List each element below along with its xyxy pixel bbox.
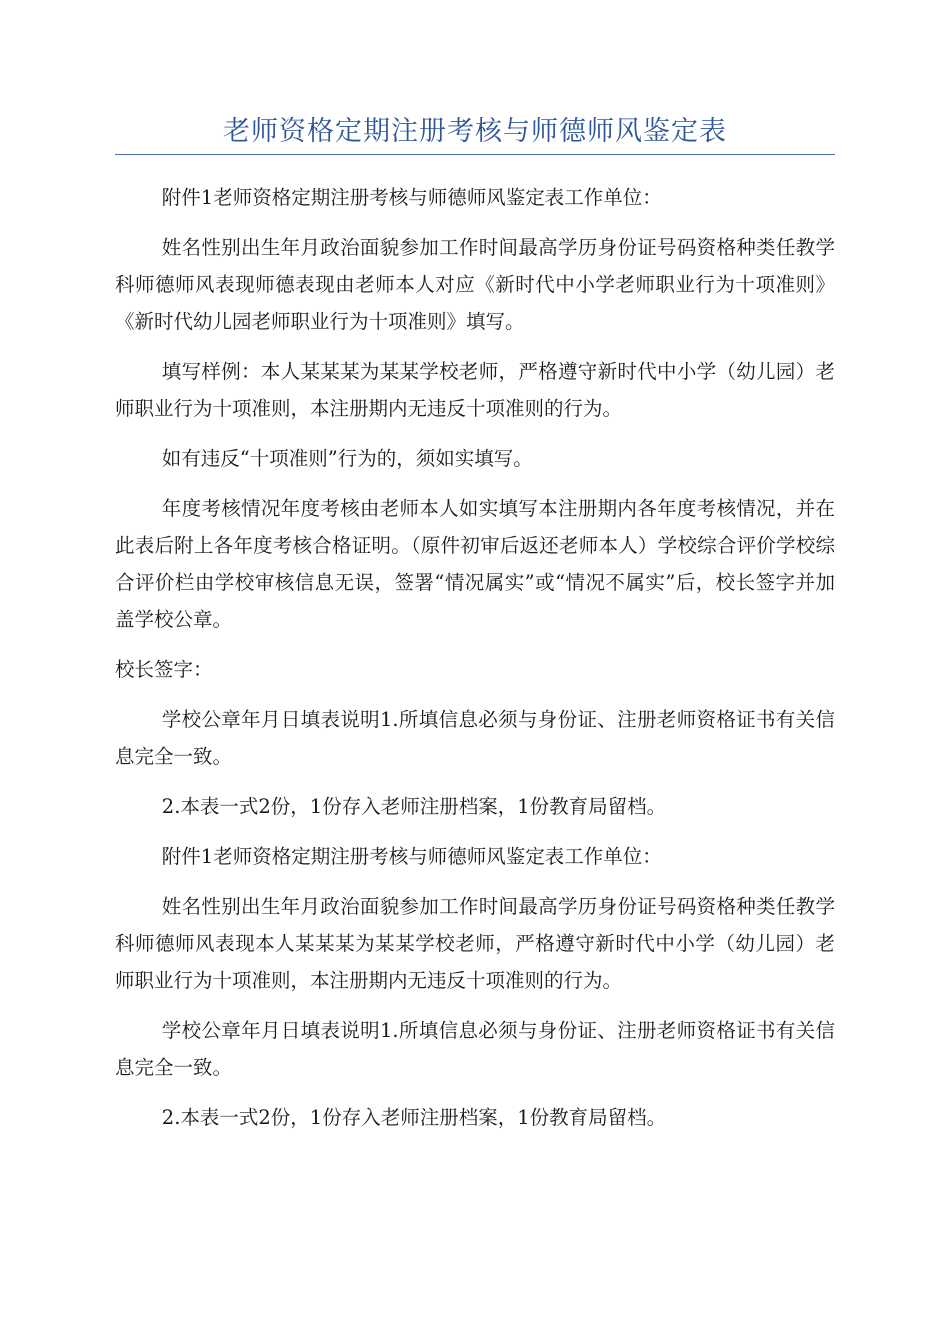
paragraph-instructions-3: 学校公章年月日填表说明1.所填信息必须与身份证、注册老师资格证书有关信息完全一致。	[115, 1019, 835, 1079]
paragraph-instructions-1: 学校公章年月日填表说明1.所填信息必须与身份证、注册老师资格证书有关信息完全一致。	[115, 708, 835, 768]
paragraph-principal-signature: 校长签字：	[115, 658, 213, 681]
paragraph-instructions-4: 2.本表一式2份，1份存入老师注册档案，1份教育局留档。	[161, 1106, 667, 1129]
paragraph-form-fields-2: 姓名性别出生年月政治面貌参加工作时间最高学历身份证号码资格种类任教学科师德师风表现本人某某某为某某学校老师，严格遵守新时代中小学（幼儿园）老师职业行为十项准则，本注册期内无违反十项准则的行为。	[115, 895, 835, 992]
paragraph-instructions-2: 2.本表一式2份，1份存入老师注册档案，1份教育局留档。	[161, 795, 667, 818]
paragraph-fill-example: 填写样例：本人某某某为某某学校老师，严格遵守新时代中小学（幼儿园）老师职业行为十项准则，本注册期内无违反十项准则的行为。	[115, 360, 835, 420]
document-title: 老师资格定期注册考核与师德师风鉴定表	[115, 112, 835, 155]
paragraph-attachment-header: 附件1老师资格定期注册考核与师德师风鉴定表工作单位：	[161, 186, 662, 209]
paragraph-form-fields: 姓名性别出生年月政治面貌参加工作时间最高学历身份证号码资格种类任教学科师德师风表现师德表现由老师本人对应《新时代中小学老师职业行为十项准则》《新时代幼儿园老师职业行为十项准则》填写。	[115, 236, 835, 333]
paragraph-attachment-header-2: 附件1老师资格定期注册考核与师德师风鉴定表工作单位：	[161, 845, 662, 868]
paragraph-annual-review: 年度考核情况年度考核由老师本人如实填写本注册期内各年度考核情况，并在此表后附上各年度考核合格证明。（原件初审后返还老师本人）学校综合评价学校综合评价栏由学校审核信息无误，签署“情况属实”或“情况不属实”后，校长签字并加盖学校公章。	[115, 497, 835, 631]
document-page	[115, 112, 835, 1149]
paragraph-violation-note: 如有违反“十项准则”行为的，须如实填写。	[161, 447, 533, 470]
